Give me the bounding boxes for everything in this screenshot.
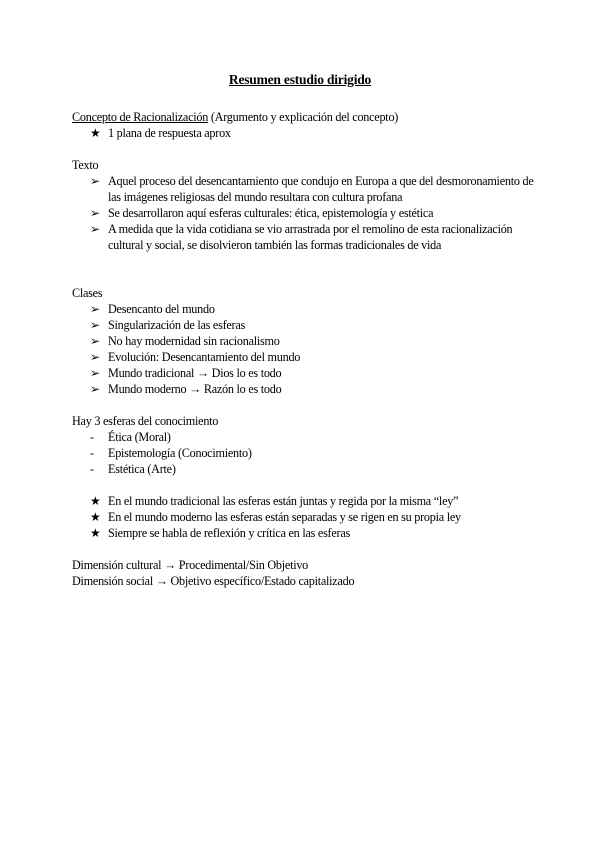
star-bullet-icon: ★	[90, 494, 101, 508]
dash-bullet-icon: -	[90, 446, 95, 460]
section-heading-esferas: Hay 3 esferas del conocimiento	[72, 414, 219, 428]
section-heading-racionalizacion	[72, 109, 398, 125]
list-item: A medida que la vida cotidiana se vio arrastrada por el remolino de esta racionalización cultural y social, se disolvieron también las formas tradicionales de vida	[108, 222, 513, 252]
arrow-bullet-icon: ➢	[90, 174, 101, 188]
star-bullet-icon: ★	[90, 510, 101, 524]
arrow-bullet-icon: ➢	[90, 318, 101, 332]
heading-underlined-text: Concepto de Racionalización	[72, 110, 209, 124]
arrow-bullet-icon: ➢	[90, 206, 101, 220]
dash-bullet-icon: -	[90, 462, 95, 476]
heading-rest-text: (Argumento y explicación del concepto)	[208, 110, 399, 124]
list-item: Evolución: Desencantamiento del mundo	[108, 350, 301, 364]
arrow-bullet-icon: ➢	[90, 222, 101, 236]
list-item: Se desarrollaron aquí esferas culturales: ética, epistemología y estética	[108, 206, 434, 220]
list-item: En el mundo moderno las esferas están separadas y se rigen en su propia ley	[108, 510, 461, 524]
section-heading-texto: Texto	[72, 158, 99, 172]
star-bullet-icon: ★	[90, 126, 101, 140]
list-item: Mundo tradicional → Dios lo es todo	[108, 366, 282, 380]
page-title: Resumen estudio dirigido	[228, 72, 372, 87]
list-item: Desencanto del mundo	[108, 302, 215, 316]
list-item: Estética (Arte)	[108, 462, 176, 476]
list-item: Mundo moderno → Razón lo es todo	[108, 382, 282, 396]
section-heading-clases: Clases	[72, 286, 103, 300]
arrow-bullet-icon: ➢	[90, 302, 101, 316]
dash-bullet-icon: -	[90, 430, 95, 444]
dimension-cultural-line: Dimensión cultural → Procedimental/Sin Objetivo	[72, 558, 309, 572]
arrow-bullet-icon: ➢	[90, 334, 101, 348]
arrow-bullet-icon: ➢	[90, 366, 101, 380]
list-item: En el mundo tradicional las esferas están juntas y regida por la misma “ley”	[108, 494, 459, 508]
dimension-social-line: Dimensión social → Objetivo específico/Estado capitalizado	[72, 574, 355, 588]
list-item: Aquel proceso del desencantamiento que condujo en Europa a que del desmoronamiento de las imágenes religiosas del mundo resultara con cultura profana	[108, 174, 534, 204]
list-item: Siempre se habla de reflexión y crítica en las esferas	[108, 526, 350, 540]
arrow-bullet-icon: ➢	[90, 382, 101, 396]
list-item: Singularización de las esferas	[108, 318, 246, 332]
list-item: Ética (Moral)	[108, 430, 171, 444]
list-item: No hay modernidad sin racionalismo	[108, 334, 280, 348]
list-item: Epistemología (Conocimiento)	[108, 446, 252, 460]
star-bullet-icon: ★	[90, 526, 101, 540]
list-item: 1 plana de respuesta aprox	[108, 126, 231, 140]
arrow-bullet-icon: ➢	[90, 350, 101, 364]
